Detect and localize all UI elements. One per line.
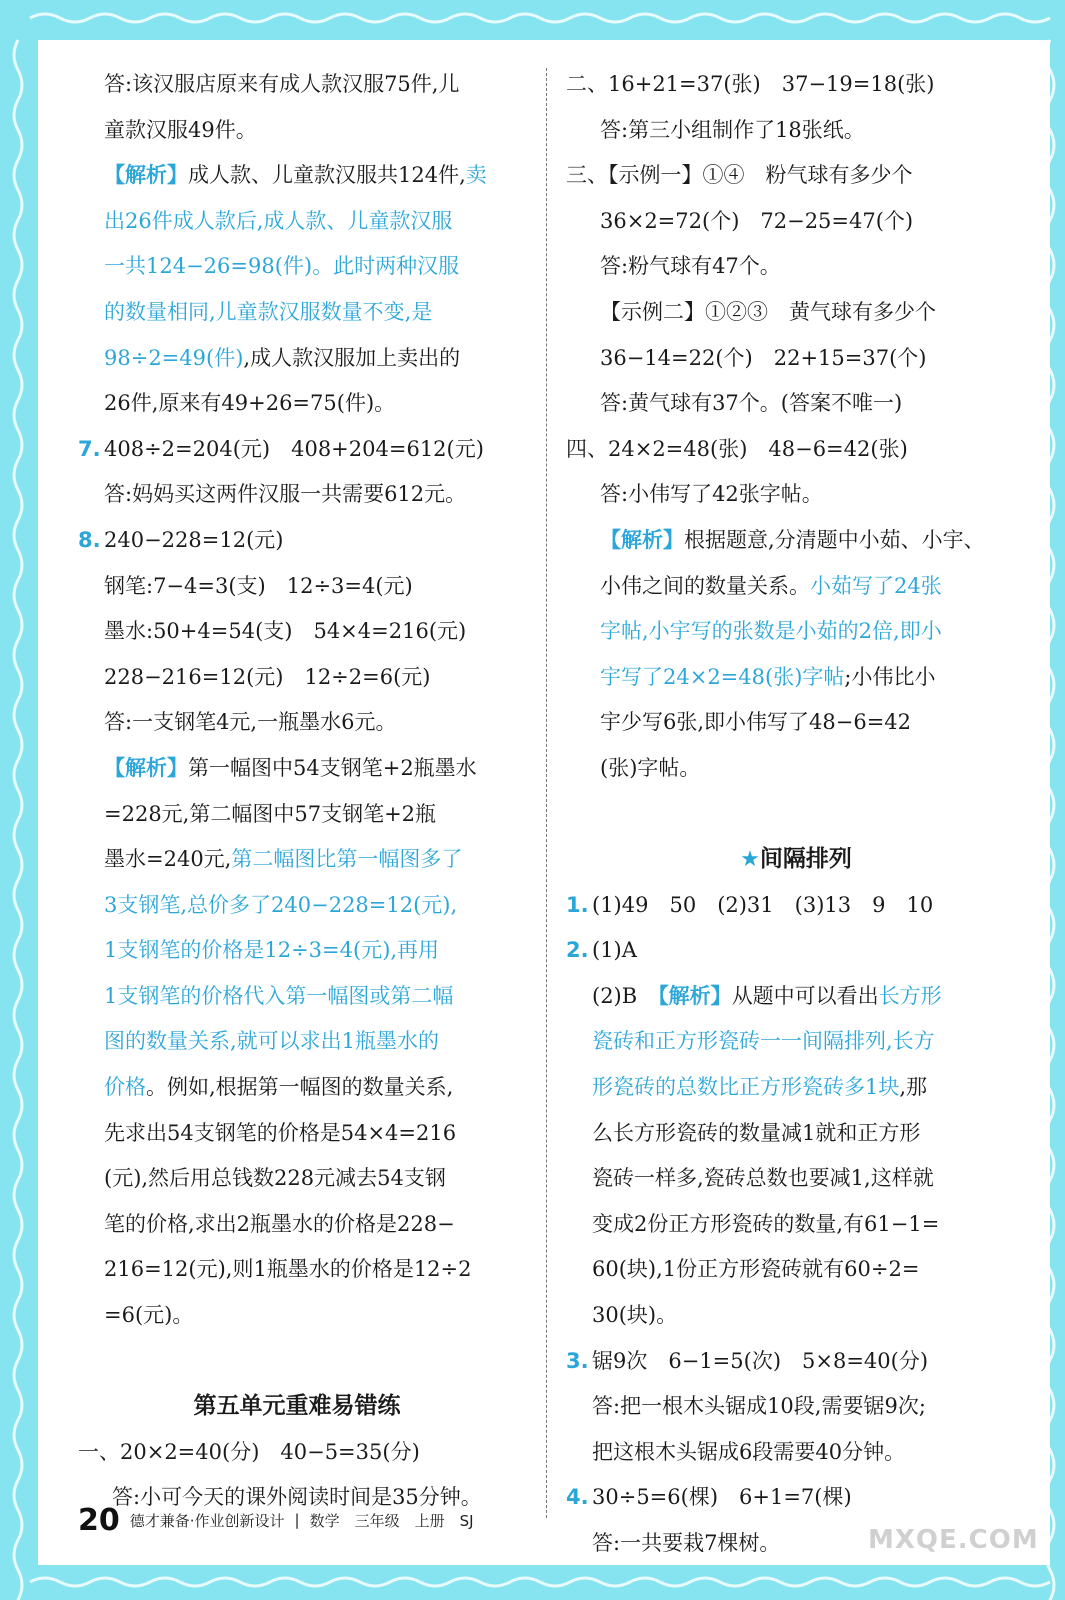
text-line — [78, 928, 516, 974]
text-segment: 成人款、儿童款汉服共124件, — [188, 163, 466, 188]
right-column — [566, 62, 1026, 1567]
text-line — [566, 564, 1026, 610]
highlighted-text: 小茹写了24张 — [810, 573, 942, 598]
text-segment: 36−14=22(个) 22+15=37(个) — [600, 345, 927, 370]
text-segment: (元),然后用总钱数228元减去54支钢 — [104, 1166, 446, 1191]
text-line — [78, 244, 516, 290]
highlighted-text: 第二幅图比第一幅图多了 — [231, 847, 463, 872]
section-heading-text: 第五单元重难易错练 — [193, 1393, 401, 1420]
column-divider — [546, 68, 547, 1518]
text-segment: 锯9次 6−1=5(次) 5×8=40(分) — [592, 1348, 929, 1373]
text-segment: ,成人款汉服加上卖出的 — [243, 345, 461, 370]
text-segment: 26件,原来有49+26=75(件)。 — [104, 391, 396, 416]
text-line — [566, 336, 1026, 382]
text-segment: (1)A — [592, 938, 637, 963]
text-segment: 童款汉服49件。 — [104, 117, 257, 142]
text-line — [78, 1156, 516, 1202]
text-line — [566, 1202, 1026, 1248]
highlighted-text: 图的数量关系,就可以求出1瓶墨水的 — [104, 1029, 440, 1054]
text-line — [566, 427, 1026, 473]
text-segment: 第一幅图中54支钢笔+2瓶墨水 — [188, 755, 477, 780]
text-line — [78, 792, 516, 838]
left-column — [78, 62, 516, 1521]
text-segment: 先求出54支钢笔的价格是54×4=216 — [104, 1120, 457, 1145]
text-segment: 钢笔:7−4=3(支) 12÷3=4(元) — [104, 573, 413, 598]
text-line — [566, 1475, 1026, 1521]
text-segment: 把这根木头锯成6段需要40分钟。 — [592, 1439, 906, 1464]
text-line — [78, 700, 516, 746]
text-line — [78, 974, 516, 1020]
text-segment: 36×2=72(个) 72−25=47(个) — [600, 208, 914, 233]
highlighted-text: 瓷砖和正方形瓷砖一一间隔排列,长方 — [592, 1029, 935, 1054]
text-segment: (张)字帖。 — [600, 755, 701, 780]
text-segment: 答:把一根木头锯成10段,需要锯9次; — [592, 1394, 926, 1419]
question-number: 8. — [78, 527, 101, 552]
highlighted-text: 98÷2=49(件) — [104, 345, 244, 370]
spacer — [78, 1339, 516, 1385]
highlighted-text: 字帖,小宇写的张数是小茹的2倍,即小 — [600, 619, 942, 644]
highlighted-text: 1支钢笔的价格代入第一幅图或第二幅 — [104, 983, 454, 1008]
highlighted-text: 1支钢笔的价格是12÷3=4(元),再用 — [104, 938, 440, 963]
text-segment: (1)49 50 (2)31 (3)13 9 10 — [592, 892, 934, 917]
text-line — [566, 472, 1026, 518]
text-line — [78, 199, 516, 245]
text-segment: 么长方形瓷砖的数量减1就和正方形 — [592, 1120, 921, 1145]
text-segment: 笔的价格,求出2瓶墨水的价格是228− — [104, 1211, 455, 1236]
text-line — [566, 1384, 1026, 1430]
question-number: 3. — [566, 1348, 589, 1373]
text-segment: 一、20×2=40(分) 40−5=35(分) — [78, 1439, 420, 1464]
page-footer — [78, 1500, 474, 1540]
text-segment: 三、【示例一】①④ 粉气球有多少个 — [566, 163, 913, 188]
text-line — [566, 1156, 1026, 1202]
text-line — [78, 62, 516, 108]
text-segment: 小伟之间的数量关系。 — [600, 573, 810, 598]
question-number: 7. — [78, 436, 101, 461]
highlighted-text: 卖 — [465, 163, 487, 188]
text-segment: (2)B — [592, 983, 659, 1008]
text-line — [566, 883, 1026, 929]
watermark: MXQE.COM — [868, 1525, 1039, 1555]
text-segment: 答:黄气球有37个。(答案不唯一) — [600, 391, 903, 416]
text-line — [78, 837, 516, 883]
text-segment: 【示例二】①②③ 黄气球有多少个 — [600, 299, 936, 324]
text-segment: 30(块)。 — [592, 1303, 678, 1328]
text-segment: 228−216=12(元) 12÷2=6(元) — [104, 664, 431, 689]
highlighted-text: 的数量相同,儿童款汉服数量不变,是 — [104, 299, 433, 324]
text-line — [566, 655, 1026, 701]
highlighted-text: 宇写了24×2=48(张)字帖 — [600, 664, 845, 689]
text-segment: 瓷砖一样多,瓷砖总数也要减1,这样就 — [592, 1166, 934, 1191]
text-line — [78, 1247, 516, 1293]
text-segment: 墨水=240元, — [104, 847, 232, 872]
text-segment: ;小伟比小 — [844, 664, 936, 689]
text-line — [566, 1430, 1026, 1476]
highlighted-text: 价格 — [104, 1075, 146, 1100]
text-line — [566, 1019, 1026, 1065]
highlighted-text: 出26件成人款后,成人款、儿童款汉服 — [104, 208, 453, 233]
text-segment: 墨水:50+4=54(支) 54×4=216(元) — [104, 619, 467, 644]
text-line — [78, 746, 516, 792]
section-heading — [78, 1384, 516, 1430]
text-line — [78, 108, 516, 154]
text-segment: =6(元)。 — [104, 1303, 194, 1328]
text-segment: 答:一共要栽7棵树。 — [592, 1531, 781, 1555]
question-number: 4. — [566, 1485, 589, 1510]
text-line — [566, 518, 1026, 564]
text-line — [78, 564, 516, 610]
text-line — [566, 381, 1026, 427]
text-line — [78, 472, 516, 518]
text-line — [78, 381, 516, 427]
text-line — [78, 518, 516, 564]
text-segment: 答:妈妈买这两件汉服一共需要612元。 — [104, 482, 467, 507]
text-line — [78, 1019, 516, 1065]
text-line — [566, 244, 1026, 290]
text-line — [78, 336, 516, 382]
spacer — [566, 792, 1026, 838]
text-line — [78, 609, 516, 655]
text-segment: 答:该汉服店原来有成人款汉服75件,儿 — [104, 72, 460, 96]
section-heading — [566, 837, 1026, 883]
text-line — [566, 700, 1026, 746]
text-line — [78, 883, 516, 929]
text-line — [566, 609, 1026, 655]
text-line — [78, 1111, 516, 1157]
text-segment: 变成2份正方形瓷砖的数量,有61−1= — [592, 1211, 940, 1236]
question-number: 2. — [566, 938, 589, 963]
text-line — [78, 1430, 516, 1476]
footer-separator: | — [294, 1511, 300, 1529]
text-segment: 答:一支钢笔4元,一瓶墨水6元。 — [104, 710, 397, 735]
text-segment: 60(块),1份正方形瓷砖就有60÷2= — [592, 1257, 920, 1282]
text-segment: 根据题意,分清题中小茹、小宇、 — [684, 527, 985, 552]
text-line — [78, 655, 516, 701]
text-segment: 二、16+21=37(张) 37−19=18(张) — [566, 72, 935, 96]
analysis-label: 【解析】 — [104, 163, 188, 188]
text-segment: 240−228=12(元) — [104, 527, 284, 552]
analysis-label: 【解析】 — [104, 755, 188, 780]
highlighted-text: 长方形 — [878, 983, 942, 1008]
text-line — [566, 746, 1026, 792]
text-segment: 答:小可今天的课外阅读时间是35分钟。 — [112, 1485, 482, 1510]
series-title: 德才兼备·作业创新设计 — [129, 1511, 285, 1530]
text-segment: 答:小伟写了42张字帖。 — [600, 482, 823, 507]
text-segment: 从题中可以看出 — [731, 983, 879, 1008]
text-segment: 答:第三小组制作了18张纸。 — [600, 117, 865, 142]
page-number: 20 — [78, 1502, 120, 1538]
text-line — [566, 1339, 1026, 1385]
text-line — [566, 108, 1026, 154]
text-segment: 宇少写6张,即小伟写了48−6=42 — [600, 710, 912, 735]
highlighted-text: 3支钢笔,总价多了240−228=12(元), — [104, 892, 458, 917]
text-line — [566, 1247, 1026, 1293]
highlighted-text: 一共124−26=98(件)。此时两种汉服 — [104, 254, 460, 279]
text-segment: =228元,第二幅图中57支钢笔+2瓶 — [104, 801, 437, 826]
analysis-label: 【解析】 — [600, 527, 684, 552]
section-heading-text: 间隔排列 — [759, 846, 852, 873]
text-line — [566, 974, 1026, 1020]
text-segment: ,那 — [899, 1075, 928, 1100]
subject-grade: 数学 三年级 上册 SJ — [309, 1511, 474, 1530]
text-segment: 216=12(元),则1瓶墨水的价格是12÷2 — [104, 1257, 472, 1282]
text-line — [78, 153, 516, 199]
text-segment: 408÷2=204(元) 408+204=612(元) — [104, 436, 484, 461]
analysis-label: 【解析】 — [658, 983, 732, 1008]
text-line — [566, 153, 1026, 199]
text-segment: 四、24×2=48(张) 48−6=42(张) — [566, 436, 908, 461]
text-segment: 30÷5=6(棵) 6+1=7(棵) — [592, 1485, 852, 1510]
text-line — [566, 1111, 1026, 1157]
text-segment: 答:粉气球有47个。 — [600, 254, 781, 279]
text-line — [78, 290, 516, 336]
text-line — [566, 199, 1026, 245]
text-line — [566, 62, 1026, 108]
text-line — [566, 1065, 1026, 1111]
text-line — [78, 1293, 516, 1339]
text-line — [78, 1202, 516, 1248]
text-line — [78, 427, 516, 473]
text-line — [566, 290, 1026, 336]
question-number: 1. — [566, 892, 589, 917]
text-line — [566, 928, 1026, 974]
text-segment: 。例如,根据第一幅图的数量关系, — [146, 1075, 454, 1100]
text-line — [78, 1065, 516, 1111]
highlighted-text: 形瓷砖的总数比正方形瓷砖多1块 — [592, 1075, 900, 1100]
text-line — [566, 1293, 1026, 1339]
star-icon: ★ — [740, 847, 760, 873]
